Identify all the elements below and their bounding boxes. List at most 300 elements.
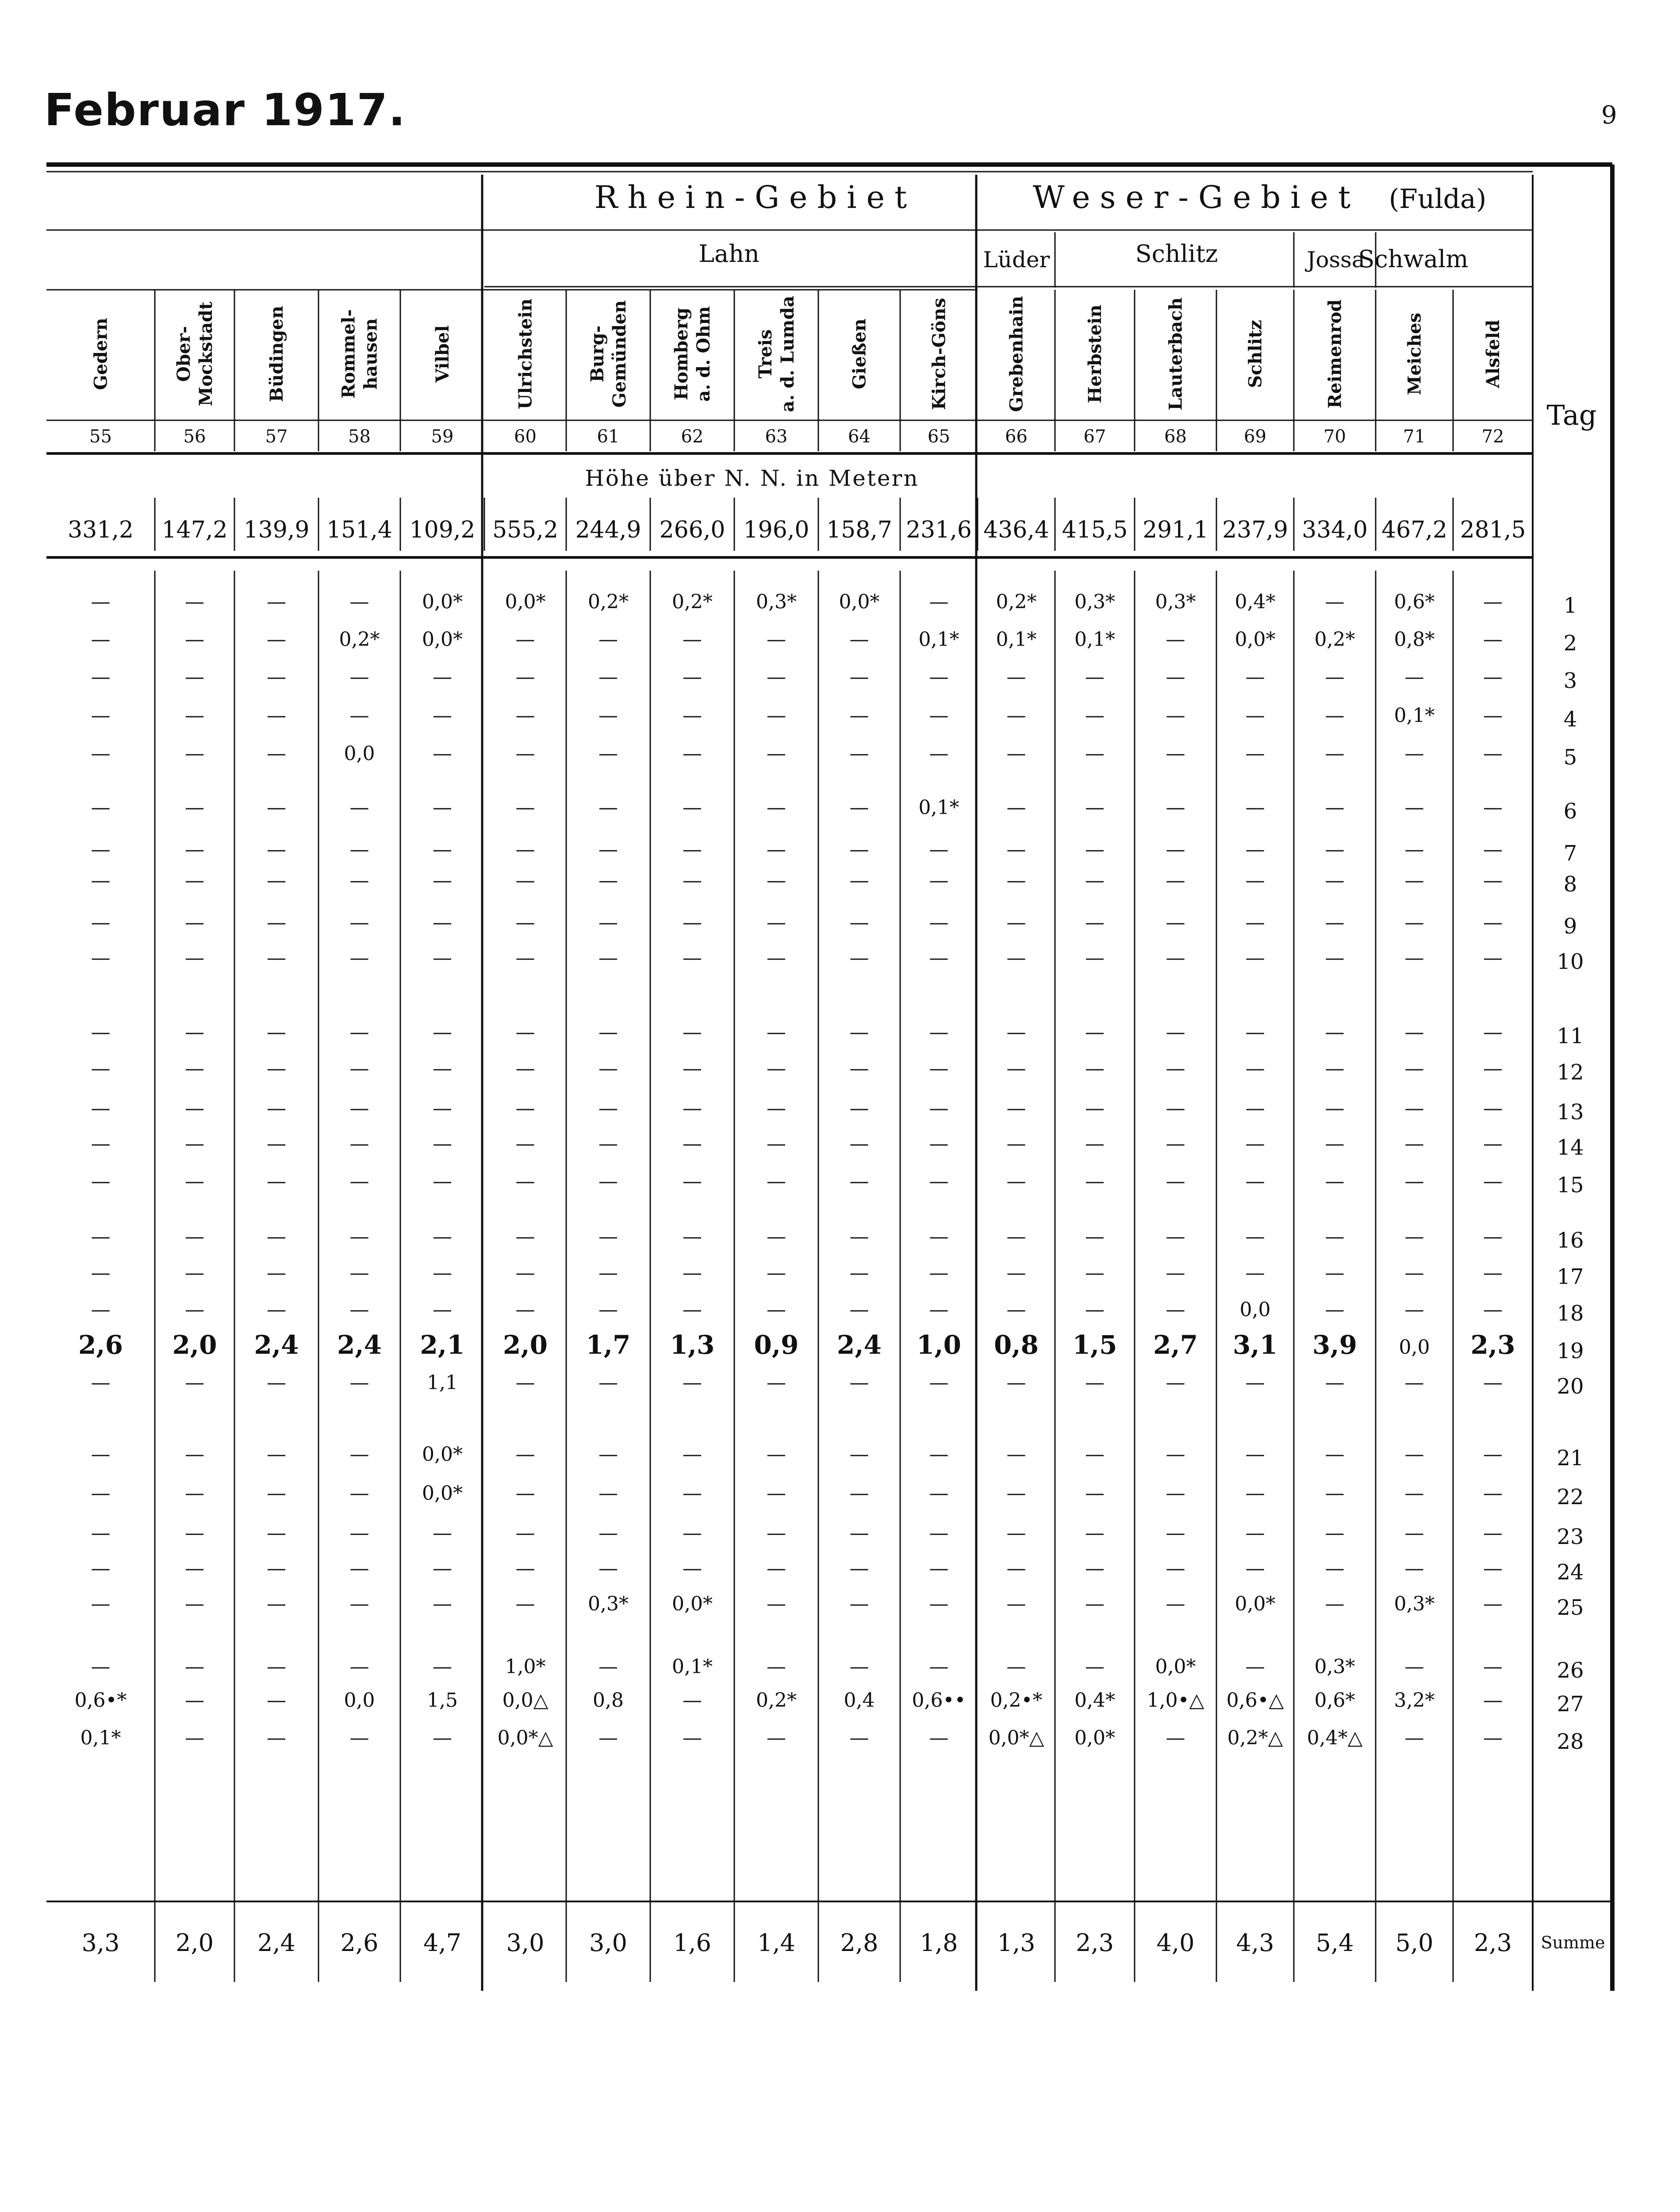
table-cell: — [515, 666, 535, 688]
table-cell: — [849, 1593, 869, 1615]
table-cell: — [91, 1262, 111, 1284]
table-cell: — [1404, 1482, 1424, 1505]
table-cell: — [267, 1655, 286, 1678]
table-cell: — [1166, 1482, 1185, 1505]
table-cell: — [1325, 1133, 1345, 1155]
table-cell: — [91, 1371, 111, 1394]
table-cell: — [91, 628, 111, 651]
table-cell: — [185, 1262, 204, 1284]
table-cell: — [1245, 704, 1265, 727]
table-cell: — [767, 869, 786, 892]
table-cell: 0,6* [1314, 1689, 1355, 1712]
table-cell: — [349, 1727, 369, 1749]
table-cell: — [929, 1262, 949, 1284]
lueder-header: Lüder [983, 247, 1050, 273]
table-cell: — [185, 1593, 204, 1615]
table-cell: — [1085, 704, 1105, 727]
table-cell: — [1325, 1298, 1345, 1321]
station-number: 55 [89, 426, 112, 447]
table-cell: — [1404, 1133, 1424, 1155]
table-cell: — [929, 1298, 949, 1321]
table-cell: 0,0* [1235, 628, 1276, 651]
table-cell: — [683, 1371, 702, 1394]
table-cell: — [433, 947, 452, 969]
table-cell: — [515, 628, 535, 651]
table-cell: — [349, 911, 369, 934]
station-number: 60 [514, 426, 537, 447]
day-label: 20 [1557, 1374, 1584, 1399]
table-cell: 0,0△ [502, 1689, 548, 1712]
day-label: 12 [1557, 1060, 1584, 1085]
station-height: 334,0 [1302, 517, 1368, 543]
station-name: Mockstadt [196, 301, 216, 407]
table-cell: — [767, 1655, 786, 1678]
table-cell: — [1166, 1021, 1185, 1044]
table-cell: — [1325, 1371, 1345, 1394]
table-cell: — [433, 1262, 452, 1284]
table-cell: — [849, 1021, 869, 1044]
table-cell: — [1166, 1557, 1185, 1580]
table-cell: — [598, 796, 618, 819]
table-cell: — [267, 1225, 286, 1248]
table-cell: — [1245, 666, 1265, 688]
table-cell: 2,0 [172, 1330, 217, 1360]
table-cell: 0,0* [422, 1482, 463, 1505]
table-cell: — [267, 1298, 286, 1321]
table-cell: — [349, 1133, 369, 1155]
table-cell: 0,1* [1394, 704, 1435, 727]
station-height: 147,2 [161, 517, 228, 543]
table-cell: — [849, 796, 869, 819]
table-cell: 0,2•* [990, 1689, 1043, 1712]
table-cell: — [849, 1225, 869, 1248]
table-cell: — [1166, 1057, 1185, 1080]
table-cell: — [683, 666, 702, 688]
table-cell: — [267, 1371, 286, 1394]
table-cell: — [267, 1593, 286, 1615]
table-cell: — [1245, 1557, 1265, 1580]
table-cell: — [1483, 1170, 1503, 1193]
table-cell: — [349, 1097, 369, 1120]
table-cell: — [91, 911, 111, 934]
table-cell: — [1166, 869, 1185, 892]
table-cell: — [349, 1262, 369, 1284]
table-cell: — [1085, 742, 1105, 765]
table-cell: — [1166, 1522, 1185, 1544]
table-cell: — [1006, 1133, 1026, 1155]
table-cell: — [767, 1371, 786, 1394]
table-cell: — [349, 704, 369, 727]
table-cell: — [1085, 838, 1105, 861]
table-cell: — [185, 1298, 204, 1321]
table-cell: — [1006, 1097, 1026, 1120]
station-name: Grebenhain [1006, 296, 1027, 412]
table-cell: — [91, 1225, 111, 1248]
table-cell: — [91, 869, 111, 892]
table-cell: — [1245, 1522, 1265, 1544]
table-cell: 0,2* [996, 591, 1037, 613]
table-cell: — [1245, 838, 1265, 861]
table-cell: — [1166, 704, 1185, 727]
table-cell: 0,0* [422, 591, 463, 613]
table-cell: — [683, 1133, 702, 1155]
table-cell: — [1483, 591, 1503, 613]
table-cell: — [515, 1298, 535, 1321]
table-cell: — [1483, 947, 1503, 969]
table-cell: — [185, 1225, 204, 1248]
day-label: 9 [1563, 914, 1577, 939]
table-cell: — [433, 1655, 452, 1678]
table-cell: — [185, 1443, 204, 1466]
table-cell: — [1325, 947, 1345, 969]
table-cell: — [767, 947, 786, 969]
day-label: 11 [1557, 1024, 1584, 1048]
table-cell: — [598, 838, 618, 861]
table-cell: 1,1 [427, 1371, 458, 1394]
station-name: a. d. Lumda [777, 296, 798, 412]
sum-cell: 2,3 [1076, 1929, 1114, 1957]
table-cell: — [1006, 1225, 1026, 1248]
table-cell: — [267, 1482, 286, 1505]
table-cell: — [929, 591, 949, 613]
table-cell: — [1085, 869, 1105, 892]
table-cell: 0,4 [844, 1689, 875, 1712]
table-cell: — [1245, 1225, 1265, 1248]
table-cell: 1,5 [427, 1689, 458, 1712]
table-cell: — [849, 1097, 869, 1120]
table-cell: — [683, 796, 702, 819]
table-cell: — [849, 628, 869, 651]
table-cell: — [1483, 1133, 1503, 1155]
table-cell: — [1245, 947, 1265, 969]
table-cell: — [1166, 838, 1185, 861]
table-cell: — [1085, 1057, 1105, 1080]
table-cell: — [91, 1298, 111, 1321]
table-cell: — [1006, 1482, 1026, 1505]
table-cell: — [1166, 1298, 1185, 1321]
table-cell: — [598, 1057, 618, 1080]
day-label: 28 [1557, 1729, 1584, 1754]
table-cell: — [1404, 1298, 1424, 1321]
table-cell: — [598, 704, 618, 727]
table-cell: 0,1* [918, 796, 959, 819]
table-cell: — [515, 1262, 535, 1284]
station-number: 58 [348, 426, 371, 447]
table-cell: — [1404, 911, 1424, 934]
table-cell: — [849, 1443, 869, 1466]
table-cell: — [1325, 1057, 1345, 1080]
table-cell: — [1085, 947, 1105, 969]
table-cell: 2,1 [420, 1330, 465, 1360]
table-cell: — [598, 1133, 618, 1155]
station-name: hausen [360, 318, 381, 390]
station-height: 291,1 [1143, 517, 1208, 543]
table-cell: — [1006, 1298, 1026, 1321]
station-name: Schlitz [1245, 320, 1266, 388]
table-cell: — [185, 742, 204, 765]
table-cell: — [515, 1557, 535, 1580]
table-cell: — [598, 1170, 618, 1193]
table-cell: — [185, 1522, 204, 1544]
table-cell: — [1245, 911, 1265, 934]
table-cell: — [433, 1225, 452, 1248]
table-cell: — [433, 796, 452, 819]
table-cell: — [767, 1170, 786, 1193]
table-cell: — [267, 591, 286, 613]
sum-cell: 1,3 [997, 1929, 1036, 1957]
table-cell: — [1166, 796, 1185, 819]
table-cell: — [515, 1057, 535, 1080]
table-cell: — [267, 1689, 286, 1712]
table-cell: — [767, 1727, 786, 1749]
table-cell: — [1085, 1225, 1105, 1248]
day-label: 27 [1557, 1692, 1584, 1717]
station-name: Büdingen [266, 306, 287, 402]
table-cell: — [1404, 838, 1424, 861]
table-cell: 3,9 [1312, 1330, 1357, 1360]
table-cell: — [683, 1225, 702, 1248]
table-cell: — [1006, 1655, 1026, 1678]
day-label: 23 [1557, 1525, 1584, 1549]
day-label: 25 [1557, 1595, 1584, 1620]
table-cell: — [1483, 666, 1503, 688]
table-cell: — [1085, 1170, 1105, 1193]
day-label: 14 [1557, 1135, 1584, 1160]
table-cell: — [267, 1557, 286, 1580]
table-cell: 2,3 [1470, 1330, 1515, 1360]
table-cell: — [433, 869, 452, 892]
table-cell: — [1483, 1522, 1503, 1544]
table-cell: — [849, 1557, 869, 1580]
table-cell: — [1006, 838, 1026, 861]
table-cell: — [267, 742, 286, 765]
table-cell: — [598, 869, 618, 892]
table-cell: — [1245, 1133, 1265, 1155]
table-cell: — [1166, 1371, 1185, 1394]
table-cell: — [91, 704, 111, 727]
page-title: Februar 1917. [44, 84, 407, 136]
day-label: 21 [1557, 1446, 1584, 1471]
table-cell: — [349, 838, 369, 861]
station-number: 59 [431, 426, 454, 447]
table-cell: 0,1* [80, 1727, 121, 1749]
table-cell: — [1006, 947, 1026, 969]
table-cell: — [91, 591, 111, 613]
table-cell: — [349, 1655, 369, 1678]
day-label: 26 [1557, 1658, 1584, 1683]
station-number: 56 [183, 426, 206, 447]
table-cell: 0,0*△ [497, 1727, 553, 1749]
table-cell: 0,3* [1394, 1593, 1435, 1615]
table-cell: — [1483, 1655, 1503, 1678]
table-cell: — [515, 1482, 535, 1505]
table-cell: 0,2* [1314, 628, 1355, 651]
table-cell: — [849, 1371, 869, 1394]
table-cell: 0,2* [672, 591, 713, 613]
table-cell: — [185, 704, 204, 727]
table-cell: — [1404, 1097, 1424, 1120]
table-cell: — [1166, 1443, 1185, 1466]
day-label: 22 [1557, 1485, 1584, 1509]
table-cell: — [349, 869, 369, 892]
table-cell: — [683, 911, 702, 934]
table-cell: — [267, 1133, 286, 1155]
table-cell: — [1166, 1133, 1185, 1155]
table-cell: — [1085, 666, 1105, 688]
table-cell: — [1404, 1170, 1424, 1193]
table-cell: — [1085, 1655, 1105, 1678]
table-cell: — [683, 1482, 702, 1505]
station-name: Ober- [173, 326, 194, 382]
table-cell: — [1245, 1262, 1265, 1284]
rhein-gebiet-header: Rhein-Gebiet [594, 179, 917, 215]
table-cell: — [1325, 1443, 1345, 1466]
table-cell: — [767, 1225, 786, 1248]
table-cell: 1,5 [1072, 1330, 1117, 1360]
sum-cell: 5,0 [1395, 1929, 1434, 1957]
table-cell: 0,0 [344, 742, 375, 765]
day-label: 16 [1557, 1228, 1584, 1253]
table-cell: — [929, 869, 949, 892]
table-cell: 1,0 [917, 1330, 961, 1360]
table-cell: — [1166, 1727, 1185, 1749]
table-cell: — [1483, 1371, 1503, 1394]
table-cell: — [1325, 742, 1345, 765]
table-cell: — [1245, 796, 1265, 819]
table-cell: — [598, 1262, 618, 1284]
table-cell: — [929, 1557, 949, 1580]
sum-cell: 5,4 [1316, 1929, 1354, 1957]
table-cell: 0,4* [1235, 591, 1276, 613]
table-cell: — [267, 911, 286, 934]
table-cell: — [349, 666, 369, 688]
table-cell: — [1166, 1170, 1185, 1193]
table-cell: — [185, 1371, 204, 1394]
table-cell: 0,0* [839, 591, 880, 613]
summe-label: Summe [1541, 1933, 1605, 1952]
table-cell: — [515, 838, 535, 861]
station-name: Ulrichstein [515, 298, 536, 410]
table-cell: — [1325, 1021, 1345, 1044]
table-cell: — [185, 947, 204, 969]
tag-header: Tag [1546, 399, 1597, 431]
table-cell: — [767, 1522, 786, 1544]
table-cell: — [515, 1133, 535, 1155]
table-cell: — [1085, 796, 1105, 819]
table-cell: — [598, 947, 618, 969]
table-cell: — [1245, 1443, 1265, 1466]
table-cell: — [1483, 1262, 1503, 1284]
station-height: 151,4 [326, 517, 392, 543]
table-cell: 0,8 [593, 1689, 624, 1712]
station-height: 415,5 [1062, 517, 1128, 543]
table-cell: 0,3* [588, 1593, 629, 1615]
table-cell: — [185, 911, 204, 934]
table-cell: — [91, 1557, 111, 1580]
station-height: 331,2 [68, 517, 134, 543]
sum-cell: 4,7 [423, 1929, 461, 1957]
table-cell: — [349, 1057, 369, 1080]
schlitz-header: Schlitz [1135, 240, 1218, 268]
table-cell: 0,1* [996, 628, 1037, 651]
table-cell: — [1166, 947, 1185, 969]
sum-cell: 2,6 [340, 1929, 379, 1957]
table-cell: 0,3* [1074, 591, 1115, 613]
table-cell: 0,1* [918, 628, 959, 651]
table-cell: — [929, 1482, 949, 1505]
table-cell: 0,0*△ [988, 1727, 1044, 1749]
table-cell: — [929, 1021, 949, 1044]
table-cell: — [91, 666, 111, 688]
table-cell: 2,4 [337, 1330, 382, 1360]
table-cell: — [1245, 1170, 1265, 1193]
table-cell: — [683, 1727, 702, 1749]
table-cell: — [598, 1225, 618, 1248]
day-label: 24 [1557, 1560, 1584, 1585]
table-cell: — [849, 1262, 869, 1284]
table-cell: — [91, 1593, 111, 1615]
table-cell: — [1166, 628, 1185, 651]
table-cell: — [683, 869, 702, 892]
table-cell: — [1085, 1443, 1105, 1466]
sum-cell: 2,3 [1474, 1929, 1512, 1957]
table-cell: 3,1 [1233, 1330, 1277, 1360]
table-cell: 1,0* [505, 1655, 546, 1678]
table-cell: — [267, 628, 286, 651]
table-cell: — [929, 838, 949, 861]
table-cell: — [1483, 628, 1503, 651]
table-cell: — [1404, 1057, 1424, 1080]
table-cell: 0,2*△ [1227, 1727, 1283, 1749]
table-cell: — [185, 1727, 204, 1749]
table-cell: — [433, 1727, 452, 1749]
station-name: a. d. Ohm [693, 306, 714, 402]
table-cell: — [598, 1727, 618, 1749]
table-cell: — [767, 796, 786, 819]
table-cell: — [91, 1443, 111, 1466]
table-cell: 0,6•△ [1226, 1689, 1284, 1712]
table-cell: — [1006, 796, 1026, 819]
table-cell: — [433, 1097, 452, 1120]
schwalm-header: Schwalm [1358, 245, 1469, 273]
table-cell: — [598, 1655, 618, 1678]
table-cell: — [1085, 1371, 1105, 1394]
table-cell: — [683, 1443, 702, 1466]
station-number: 66 [1005, 426, 1028, 447]
table-cell: — [267, 838, 286, 861]
table-cell: — [767, 742, 786, 765]
table-cell: 1,3 [670, 1330, 715, 1360]
station-name: Kirch-Göns [928, 298, 950, 410]
table-cell: — [185, 796, 204, 819]
table-cell: — [515, 742, 535, 765]
table-cell: — [1006, 869, 1026, 892]
table-cell: — [1006, 1262, 1026, 1284]
table-cell: — [683, 1021, 702, 1044]
table-cell: — [767, 1097, 786, 1120]
table-cell: — [849, 704, 869, 727]
table-cell: 2,7 [1153, 1330, 1198, 1360]
table-cell: — [1085, 1522, 1105, 1544]
table-cell: — [598, 1482, 618, 1505]
table-cell: — [433, 1557, 452, 1580]
hoehe-label: Höhe über N. N. in Metern [585, 465, 919, 491]
station-height: 109,2 [409, 517, 476, 543]
table-cell: — [1006, 911, 1026, 934]
table-cell: — [1245, 869, 1265, 892]
table-cell: — [683, 1262, 702, 1284]
table-cell: — [598, 1443, 618, 1466]
